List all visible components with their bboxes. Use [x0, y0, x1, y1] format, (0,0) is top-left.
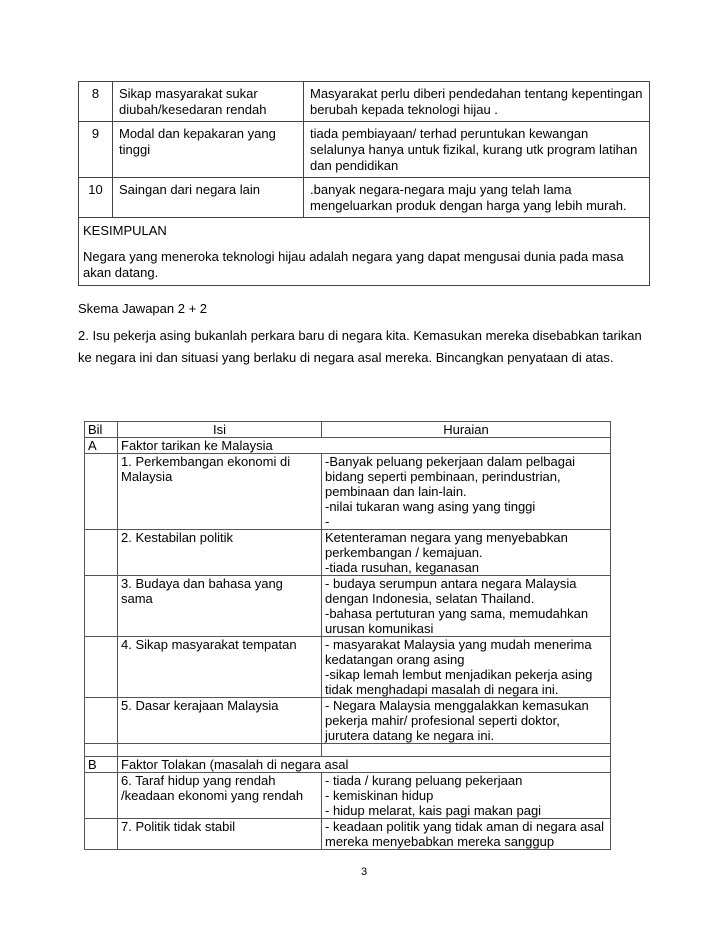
huraian-cell — [322, 698, 611, 744]
isi-cell: 3. Budaya dan bahasa yang sama — [118, 576, 322, 637]
huraian-line: - budaya serumpun antara negara Malaysia dengan Indonesia, selatan Thailand. — [325, 576, 577, 606]
factor-cell: Sikap masyarakat sukar diubah/kesedaran rendah — [113, 82, 304, 122]
header-isi: Isi — [118, 422, 322, 438]
huraian-cell — [322, 637, 611, 698]
huraian-cell — [322, 773, 611, 819]
table-row — [79, 122, 650, 178]
huraian-line: - Negara Malaysia menggalakkan kemasukan pekerja mahir/ profesional seperti doktor, jurutera datang ke negara ini. — [325, 698, 589, 743]
huraian-line: -sikap lemah lembut menjadikan pekerja asing tidak menghadapi masalah di negara ini. — [325, 667, 593, 697]
explanation-cell: Masyarakat perlu diberi pendedahan tentang kepentingan berubah kepada teknologi hijau . — [304, 82, 650, 122]
huraian-cell — [322, 576, 611, 637]
huraian-line: - kemiskinan hidup — [325, 788, 434, 803]
isi-cell: 4. Sikap masyarakat tempatan — [118, 637, 322, 698]
huraian-line: -nilai tukaran wang asing yang tinggi — [325, 499, 536, 514]
huraian-line: Ketenteraman negara yang menyebabkan perkembangan / kemajuan. — [325, 530, 568, 560]
conclusion-heading: KESIMPULAN — [83, 223, 167, 238]
section-title: Faktor Tolakan (masalah di negara asal — [118, 757, 611, 773]
huraian-cell — [322, 819, 611, 850]
huraian-cell — [322, 530, 611, 576]
blank-row — [85, 744, 611, 757]
isi-cell: 1. Perkembangan ekonomi di Malaysia — [118, 454, 322, 530]
section-bil: A — [85, 438, 118, 454]
answer-table-continued — [78, 81, 650, 286]
conclusion-row — [79, 218, 650, 286]
table-row — [85, 819, 611, 850]
explanation-cell: .banyak negara-negara maju yang telah lama mengeluarkan produk dengan harga yang lebih murah. — [304, 178, 650, 218]
isi-cell: 5. Dasar kerajaan Malaysia — [118, 698, 322, 744]
huraian-line: -bahasa pertuturan yang sama, memudahkan urusan komunikasi — [325, 606, 589, 636]
conclusion-text: Negara yang meneroka teknologi hijau adalah negara yang dapat mengusai dunia pada masa akan datang. — [83, 249, 624, 280]
huraian-line: - masyarakat Malaysia yang mudah menerima kedatangan orang asing — [325, 637, 592, 667]
section-row — [85, 757, 611, 773]
conclusion-cell — [79, 218, 650, 286]
isi-cell: 2. Kestabilan politik — [118, 530, 322, 576]
factor-cell: Modal dan kepakaran yang tinggi — [113, 122, 304, 178]
huraian-line: - — [325, 514, 330, 529]
table-row — [85, 773, 611, 819]
row-number: 10 — [79, 178, 113, 218]
isi-cell: 6. Taraf hidup yang rendah /keadaan ekonomi yang rendah — [118, 773, 322, 819]
table-row — [85, 530, 611, 576]
isi-cell: 7. Politik tidak stabil — [118, 819, 322, 850]
header-bil: Bil — [85, 422, 118, 438]
question-text: 2. Isu pekerja asing bukanlah perkara baru di negara kita. Kemasukan mereka disebabkan tarikan ke negara ini dan situasi yang berlaku di negara asal mereka. Bincangkan penyataan di atas. — [78, 328, 642, 365]
row-number: 9 — [79, 122, 113, 178]
huraian-cell — [322, 454, 611, 530]
huraian-line: - tiada / kurang peluang pekerjaan — [325, 773, 523, 788]
table-row — [79, 82, 650, 122]
header-row — [85, 422, 611, 438]
table-row — [85, 454, 611, 530]
table-row — [85, 637, 611, 698]
row-number: 8 — [79, 82, 113, 122]
huraian-line: - hidup melarat, kais pagi makan pagi — [325, 803, 542, 818]
section-row — [85, 438, 611, 454]
section-title: Faktor tarikan ke Malaysia — [118, 438, 611, 454]
explanation-cell: tiada pembiayaan/ terhad peruntukan kewangan selalunya hanya untuk fizikal, kurang utk program latihan dan pendidikan — [304, 122, 650, 178]
huraian-line: - keadaan politik yang tidak aman di negara asal mereka menyebabkan mereka sanggup — [325, 819, 604, 849]
table-row — [85, 576, 611, 637]
answer-scheme-label: Skema Jawapan 2 + 2 — [78, 301, 207, 316]
table-row — [79, 178, 650, 218]
factor-cell: Saingan dari negara lain — [113, 178, 304, 218]
huraian-line: -Banyak peluang pekerjaan dalam pelbagai bidang seperti pembinaan, perindustrian, pembinaan dan lain-lain. — [325, 454, 576, 499]
page-number: 3 — [360, 866, 368, 878]
table-row — [85, 698, 611, 744]
header-huraian: Huraian — [322, 422, 611, 438]
huraian-line: -tiada rusuhan, keganasan — [325, 560, 479, 575]
section-bil: B — [85, 757, 118, 773]
answer-table — [84, 421, 611, 850]
